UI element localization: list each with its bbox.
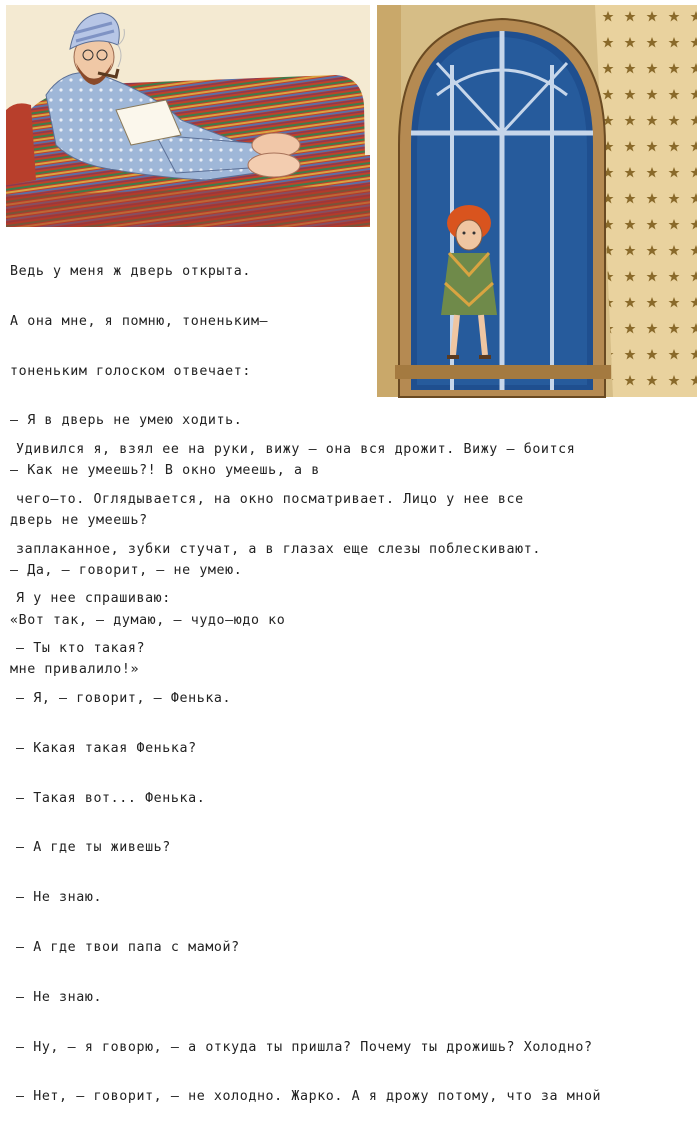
text-line: — А где ты живешь? [16, 840, 171, 856]
text-line: — Не знаю. [16, 989, 103, 1005]
text-line: — Я, — говорит, — Фенька. [16, 690, 232, 706]
text-line: «Вот так, — думаю, — чудо—юдо ко [10, 612, 286, 628]
text-line: — Ну, — я говорю, — а откуда ты пришла? Почему ты дрожишь? Холодно? [16, 1039, 593, 1055]
text-line: — Как не умеешь?! В окно умеешь, а в [10, 463, 320, 479]
text-line: Ведь у меня ж дверь открыта. [10, 264, 251, 279]
text-line: тоненьким голоском отвечает: [10, 363, 251, 379]
man-on-sofa-illustration [6, 5, 370, 227]
text-line: заплаканное, зубки стучат, а в глазах еще слезы поблескивают. [16, 541, 541, 557]
girl-at-window-drawing [377, 5, 697, 397]
text-line: — Да, — говорит, — не умею. [10, 562, 243, 578]
text-line: чего—то. Оглядывается, на окно посматривает. Лицо у нее все [16, 491, 524, 507]
text-line: — Нет, — говорит, — не холодно. Жарко. А я дрожу потому, что за мной [16, 1089, 602, 1105]
text-line: — Какая такая Фенька? [16, 740, 197, 756]
text-line: А она мне, я помню, тоненьким— [10, 313, 269, 329]
text-line: Я у нее спрашиваю: [16, 591, 171, 607]
text-line: — Не знаю. [16, 890, 103, 906]
text-line: дверь не умеешь? [10, 512, 148, 528]
story-text-bottom [16, 410, 601, 1137]
text-line: Удивился я, взял ее на руки, вижу — она вся дрожит. Вижу — боится [16, 442, 576, 457]
text-line: — А где твои папа с мамой? [16, 939, 240, 955]
text-line: — Такая вот... Фенька. [16, 790, 206, 806]
man-on-sofa-drawing [6, 5, 370, 227]
text-line: мне привалило!» [10, 662, 140, 678]
text-line: — Ты кто такая? [16, 641, 146, 657]
girl-at-window-illustration [377, 5, 697, 397]
text-line: — Я в дверь не умею ходить. [10, 413, 243, 429]
